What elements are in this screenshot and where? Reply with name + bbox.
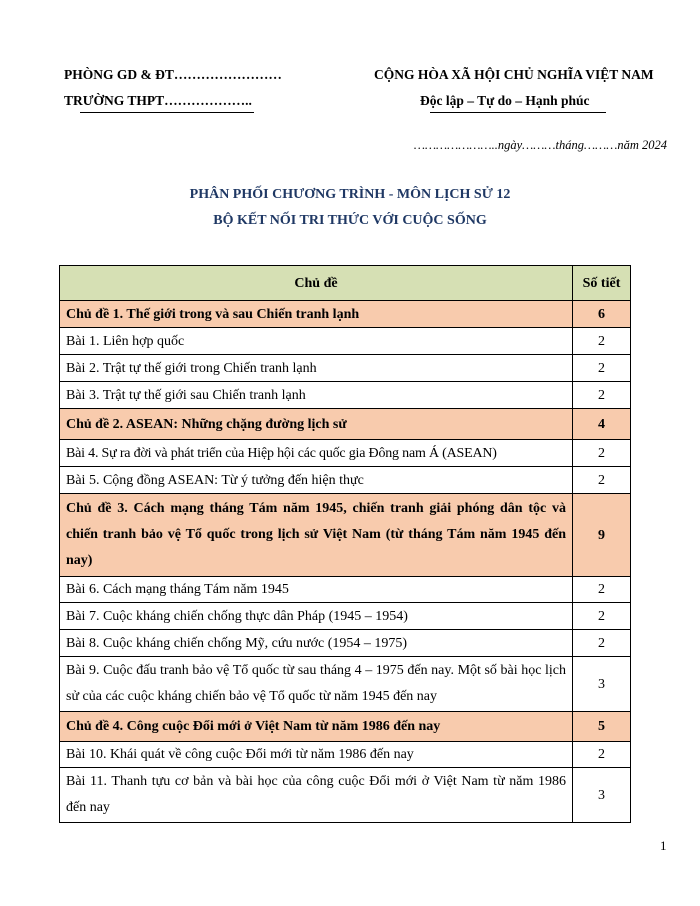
lesson-row bbox=[60, 603, 631, 630]
lesson-title: Bài 2. Trật tự thế giới trong Chiến tranh lạnh bbox=[60, 355, 573, 382]
column-header-topic: Chủ đề bbox=[60, 266, 573, 301]
lesson-title: Bài 10. Khái quát về công cuộc Đổi mới từ năm 1986 đến nay bbox=[60, 742, 573, 768]
lesson-row bbox=[60, 328, 631, 355]
motto-underline bbox=[430, 112, 606, 113]
topic-title: Chủ đề 3. Cách mạng tháng Tám năm 1945, chiến tranh giải phóng dân tộc và chiến tranh bảo vệ Tổ quốc trong lịch sử Việt Nam (từ tháng Tám năm 1945 đến nay) bbox=[60, 494, 573, 577]
period-count: 6 bbox=[573, 301, 631, 328]
school-label: TRƯỜNG THPT……………….. bbox=[64, 93, 252, 108]
lesson-row bbox=[60, 382, 631, 409]
topic-title: Chủ đề 1. Thế giới trong và sau Chiến tranh lạnh bbox=[60, 301, 573, 328]
period-count: 9 bbox=[573, 494, 631, 577]
lesson-row bbox=[60, 630, 631, 657]
lesson-title: Bài 3. Trật tự thế giới sau Chiến tranh lạnh bbox=[60, 382, 573, 409]
national-title: CỘNG HÒA XÃ HỘI CHỦ NGHĨA VIỆT NAM bbox=[374, 67, 654, 82]
period-count: 2 bbox=[573, 603, 631, 630]
column-header-periods: Số tiết bbox=[573, 266, 631, 301]
lesson-title: Bài 4. Sự ra đời và phát triển của Hiệp hội các quốc gia Đông nam Á (ASEAN) bbox=[60, 440, 573, 467]
topic-title: Chủ đề 4. Công cuộc Đổi mới ở Việt Nam từ năm 1986 đến nay bbox=[60, 712, 573, 742]
lesson-row bbox=[60, 355, 631, 382]
lesson-row bbox=[60, 742, 631, 768]
period-count: 2 bbox=[573, 328, 631, 355]
period-count: 2 bbox=[573, 630, 631, 657]
lesson-title: Bài 6. Cách mạng tháng Tám năm 1945 bbox=[60, 577, 573, 603]
lesson-row bbox=[60, 657, 631, 712]
curriculum-table bbox=[59, 265, 631, 823]
lesson-row bbox=[60, 768, 631, 823]
topic-row bbox=[60, 494, 631, 577]
period-count: 2 bbox=[573, 440, 631, 467]
period-count: 2 bbox=[573, 382, 631, 409]
period-count: 2 bbox=[573, 355, 631, 382]
date-line: …………………..ngày………tháng………năm 2024 bbox=[413, 138, 667, 152]
department-label: PHÒNG GD & ĐT…………………… bbox=[64, 67, 282, 82]
period-count: 3 bbox=[573, 768, 631, 823]
period-count: 4 bbox=[573, 409, 631, 440]
topic-row bbox=[60, 301, 631, 328]
lesson-row bbox=[60, 440, 631, 467]
period-count: 3 bbox=[573, 657, 631, 712]
document-subtitle: BỘ KẾT NỐI TRI THỨC VỚI CUỘC SỐNG bbox=[213, 213, 487, 228]
national-motto: Độc lập – Tự do – Hạnh phúc bbox=[420, 93, 590, 108]
lesson-title: Bài 5. Cộng đồng ASEAN: Từ ý tưởng đến hiện thực bbox=[60, 467, 573, 494]
period-count: 2 bbox=[573, 577, 631, 603]
period-count: 2 bbox=[573, 467, 631, 494]
lesson-title: Bài 9. Cuộc đấu tranh bảo vệ Tổ quốc từ sau tháng 4 – 1975 đến nay. Một số bài học lịch sử của các cuộc kháng chiến bảo vệ Tổ quốc từ năm 1945 đến nay bbox=[60, 657, 573, 712]
lesson-title: Bài 1. Liên hợp quốc bbox=[60, 328, 573, 355]
table-header-row bbox=[60, 266, 631, 301]
lesson-title: Bài 11. Thanh tựu cơ bản và bài học của công cuộc Đổi mới ở Việt Nam từ năm 1986 đến nay bbox=[60, 768, 573, 823]
school-underline bbox=[80, 112, 254, 113]
lesson-title: Bài 8. Cuộc kháng chiến chống Mỹ, cứu nước (1954 – 1975) bbox=[60, 630, 573, 657]
topic-row bbox=[60, 712, 631, 742]
topic-title: Chủ đề 2. ASEAN: Những chặng đường lịch sử bbox=[60, 409, 573, 440]
lesson-row bbox=[60, 577, 631, 603]
lesson-title: Bài 7. Cuộc kháng chiến chống thực dân Pháp (1945 – 1954) bbox=[60, 603, 573, 630]
lesson-row bbox=[60, 467, 631, 494]
period-count: 5 bbox=[573, 712, 631, 742]
topic-row bbox=[60, 409, 631, 440]
document-title: PHÂN PHỐI CHƯƠNG TRÌNH - MÔN LỊCH SỬ 12 bbox=[189, 187, 511, 202]
page-number: 1 bbox=[660, 838, 667, 853]
period-count: 2 bbox=[573, 742, 631, 768]
